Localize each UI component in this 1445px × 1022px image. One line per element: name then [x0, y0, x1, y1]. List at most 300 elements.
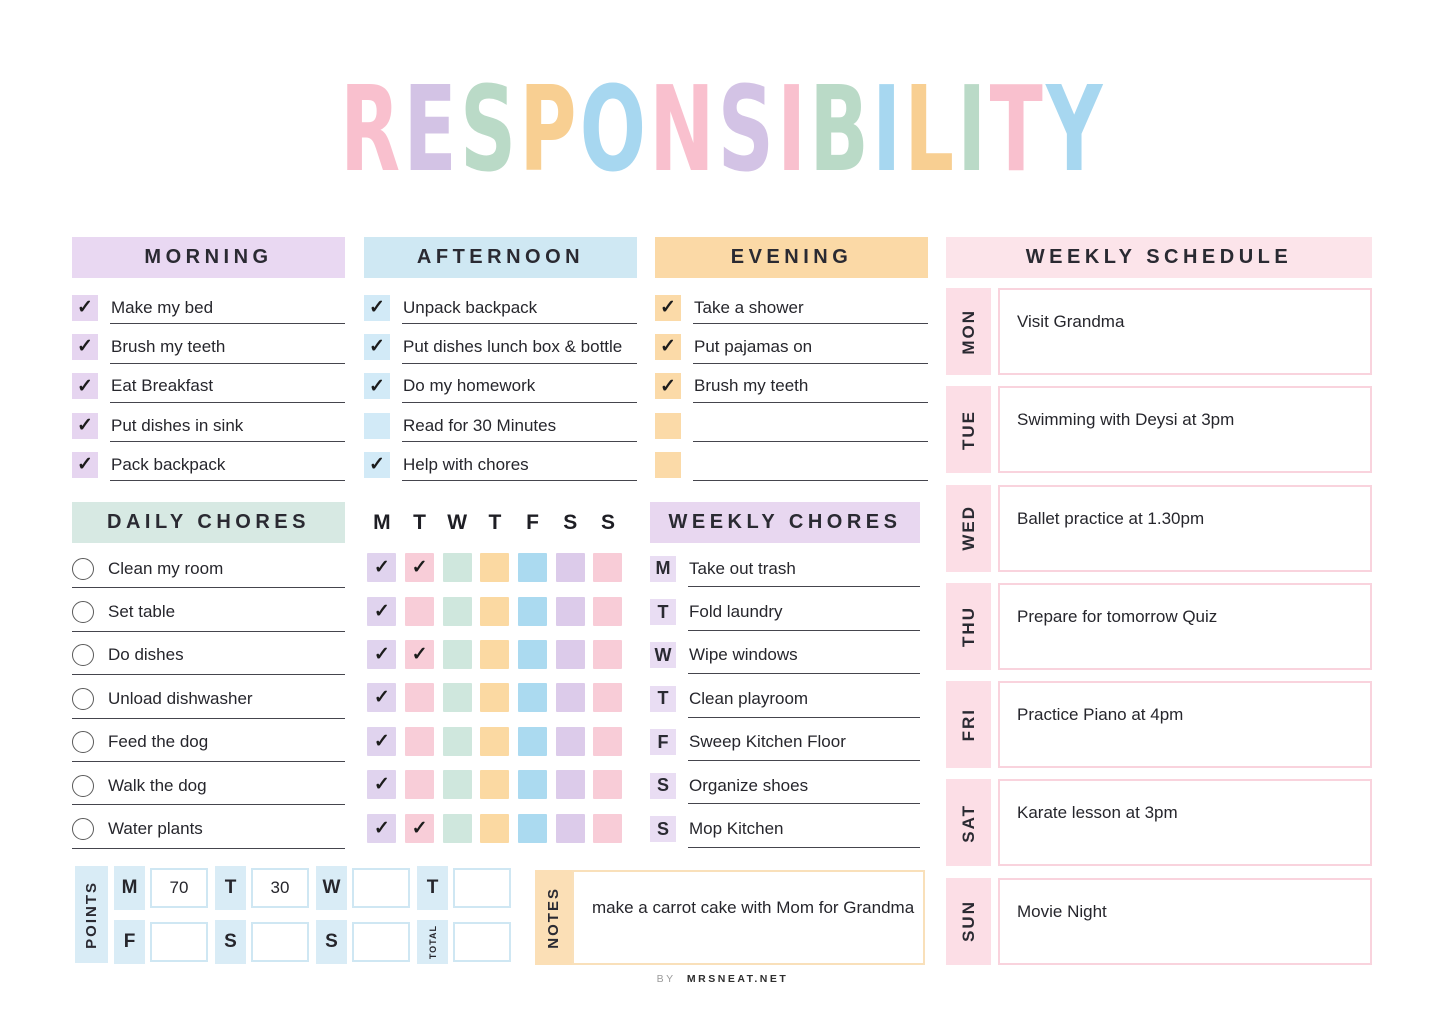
- checklist-row: [655, 327, 928, 366]
- weekly-chores-list: [650, 547, 920, 851]
- grid-cell: [363, 683, 401, 712]
- grid-row: [363, 546, 627, 589]
- grid-cell: [438, 770, 476, 799]
- task-underline: [402, 480, 637, 481]
- checklist-row: [364, 445, 637, 484]
- schedule-row: [946, 878, 1372, 965]
- day-check-square[interactable]: [593, 683, 622, 712]
- weekly-schedule-section: [946, 237, 1372, 976]
- day-check-square[interactable]: [480, 814, 509, 843]
- title-letter: I: [956, 60, 990, 198]
- grid-cell: [514, 683, 552, 712]
- title-letter: I: [871, 60, 904, 198]
- schedule-entry-box[interactable]: Swimming with Deysi at 3pm: [998, 386, 1372, 473]
- grid-cell: [551, 553, 589, 582]
- points-cell-group: [316, 866, 417, 910]
- footer-site: MRSNEAT.NET: [686, 973, 789, 985]
- points-row-1: [114, 866, 518, 910]
- chore-circle-checkbox[interactable]: [72, 731, 94, 753]
- notes-label-chip: [535, 870, 572, 965]
- points-cell-group: [215, 866, 316, 910]
- day-check-square[interactable]: ✓: [405, 814, 434, 843]
- task-checkbox[interactable]: ✓: [655, 373, 681, 399]
- schedule-day-label: SUN: [958, 900, 978, 943]
- weekly-schedule-header: WEEKLY SCHEDULE: [946, 237, 1372, 278]
- grid-cell: [514, 727, 552, 756]
- evening-header: EVENING: [655, 237, 928, 278]
- task-label: Help with chores: [403, 454, 529, 474]
- task-underline: [693, 441, 928, 442]
- grid-cell: [589, 640, 627, 669]
- task-checkbox[interactable]: ✓: [364, 334, 390, 360]
- day-check-square[interactable]: [593, 814, 622, 843]
- task-underline: [402, 402, 637, 403]
- grid-row: [363, 633, 627, 676]
- weekly-chore-underline: [688, 630, 920, 631]
- chore-circle-checkbox[interactable]: [72, 558, 94, 580]
- day-check-square[interactable]: ✓: [367, 640, 396, 669]
- day-check-square[interactable]: ✓: [405, 640, 434, 669]
- task-checkbox[interactable]: ✓: [364, 452, 390, 478]
- title-letter: N: [648, 60, 718, 198]
- day-check-square[interactable]: [480, 597, 509, 626]
- weekly-chore-day: W: [650, 642, 676, 668]
- points-cells: [114, 866, 518, 974]
- checklist-row: [364, 406, 637, 445]
- day-check-square[interactable]: [443, 553, 472, 582]
- weekly-chore-day: T: [650, 686, 676, 712]
- points-value-box[interactable]: 70: [150, 868, 208, 908]
- weekly-chores-section: [650, 502, 920, 851]
- weekly-chore-day: S: [650, 773, 676, 799]
- grid-row: [363, 806, 627, 849]
- chore-underline: [72, 848, 345, 849]
- day-check-square[interactable]: [443, 814, 472, 843]
- weekly-chore-underline: [688, 803, 920, 804]
- task-label: Brush my teeth: [111, 336, 226, 356]
- grid-cell: [551, 727, 589, 756]
- day-check-square[interactable]: [443, 683, 472, 712]
- schedule-day-chip: [946, 681, 991, 768]
- grid-cell: [589, 814, 627, 843]
- day-check-square[interactable]: [518, 640, 547, 669]
- task-label: Make my bed: [111, 297, 214, 317]
- grid-day-header: S: [600, 511, 615, 534]
- day-check-square[interactable]: [443, 727, 472, 756]
- day-check-square[interactable]: ✓: [367, 814, 396, 843]
- daily-chore-row: [72, 807, 345, 850]
- day-check-square[interactable]: [556, 553, 585, 582]
- grid-day-header: T: [413, 511, 426, 534]
- grid-cell: [363, 640, 401, 669]
- grid-cell: [551, 770, 589, 799]
- day-check-square[interactable]: [593, 553, 622, 582]
- task-label: Take a shower: [694, 297, 804, 317]
- grid-cell: [514, 597, 552, 626]
- day-check-square[interactable]: [556, 597, 585, 626]
- points-cell-group: [316, 920, 417, 964]
- task-underline: [110, 363, 345, 364]
- task-checkbox[interactable]: ✓: [364, 295, 390, 321]
- task-checkbox[interactable]: ✓: [72, 334, 98, 360]
- points-cell-group: [114, 866, 215, 910]
- daily-chores-list: [72, 547, 345, 851]
- chore-circle-checkbox[interactable]: [72, 775, 94, 797]
- points-cell-group: [215, 920, 316, 964]
- weekly-chore-underline: [688, 673, 920, 674]
- chore-label: Unload dishwasher: [108, 688, 253, 708]
- grid-cell: [476, 640, 514, 669]
- notes-section: [535, 870, 925, 965]
- schedule-day-chip: [946, 583, 991, 670]
- checklist-row: [72, 288, 345, 327]
- task-underline: [402, 363, 637, 364]
- day-check-square[interactable]: [405, 597, 434, 626]
- week-check-grid: [363, 502, 627, 850]
- chore-circle-checkbox[interactable]: [72, 688, 94, 710]
- schedule-entry-box[interactable]: Visit Grandma: [998, 288, 1372, 375]
- week-grid-day-headers: [363, 502, 627, 546]
- grid-cell: [514, 640, 552, 669]
- checklist-row: [364, 367, 637, 406]
- points-day-label: S: [215, 920, 246, 964]
- chore-label: Clean my room: [108, 558, 224, 578]
- points-value-box[interactable]: [453, 868, 511, 908]
- schedule-row: [946, 485, 1372, 572]
- title-letter: I: [776, 60, 809, 198]
- day-check-square[interactable]: [518, 814, 547, 843]
- schedule-row: [946, 681, 1372, 768]
- points-value-box[interactable]: [251, 922, 309, 962]
- weekly-chore-underline: [688, 717, 920, 718]
- schedule-entry-box[interactable]: Ballet practice at 1.30pm: [998, 485, 1372, 572]
- schedule-entry-box[interactable]: Movie Night: [998, 878, 1372, 965]
- day-check-square[interactable]: [518, 597, 547, 626]
- page-title-letters: [339, 60, 1106, 198]
- daily-chores-section: [72, 502, 345, 851]
- chore-circle-checkbox[interactable]: [72, 644, 94, 666]
- day-check-square[interactable]: ✓: [367, 553, 396, 582]
- grid-cell: [438, 814, 476, 843]
- grid-day-header: S: [563, 511, 578, 534]
- grid-cell: [363, 553, 401, 582]
- title-letter: R: [339, 60, 404, 198]
- grid-row: [363, 676, 627, 719]
- chore-underline: [72, 718, 345, 719]
- notes-input-box[interactable]: make a carrot cake with Mom for Grandma: [572, 870, 925, 965]
- grid-row: [363, 763, 627, 806]
- grid-day-header: M: [373, 511, 391, 534]
- grid-cell: [551, 683, 589, 712]
- task-label: Brush my teeth: [694, 376, 809, 396]
- weekly-chore-day: S: [650, 816, 676, 842]
- task-underline: [693, 363, 928, 364]
- title-letter: L: [903, 60, 957, 198]
- day-check-square[interactable]: [593, 770, 622, 799]
- points-value-box[interactable]: [150, 922, 208, 962]
- grid-row: [363, 720, 627, 763]
- weekly-chore-day: M: [650, 556, 676, 582]
- schedule-row: [946, 779, 1372, 866]
- chore-label: Do dishes: [108, 645, 184, 665]
- grid-cell: [476, 770, 514, 799]
- task-underline: [693, 402, 928, 403]
- schedule-entry-box[interactable]: Karate lesson at 3pm: [998, 779, 1372, 866]
- weekly-chore-label: Take out trash: [689, 558, 796, 578]
- points-value-box[interactable]: [352, 868, 410, 908]
- checklist-row: [72, 406, 345, 445]
- title-letter: O: [579, 60, 649, 198]
- checklist-row: [72, 445, 345, 484]
- weekly-chore-row: [650, 721, 920, 764]
- schedule-day-label: MON: [958, 308, 978, 355]
- task-underline: [110, 480, 345, 481]
- points-row-2: [114, 920, 518, 964]
- chore-circle-checkbox[interactable]: [72, 601, 94, 623]
- checklist-row: [72, 367, 345, 406]
- day-check-square[interactable]: [443, 597, 472, 626]
- grid-cell: [438, 597, 476, 626]
- day-check-square[interactable]: [480, 683, 509, 712]
- day-check-square[interactable]: [518, 553, 547, 582]
- day-check-square[interactable]: [518, 683, 547, 712]
- points-value-box[interactable]: [352, 922, 410, 962]
- chore-underline: [72, 587, 345, 588]
- title-letter: S: [459, 60, 519, 198]
- weekly-chore-underline: [688, 586, 920, 587]
- schedule-day-label: TUE: [958, 409, 978, 450]
- schedule-day-label: SAT: [958, 803, 978, 843]
- task-label: Do my homework: [403, 376, 536, 396]
- day-check-square[interactable]: ✓: [367, 597, 396, 626]
- day-check-square[interactable]: ✓: [367, 727, 396, 756]
- day-check-square[interactable]: [518, 770, 547, 799]
- weekly-chore-label: Organize shoes: [689, 775, 809, 795]
- points-day-label: M: [114, 866, 145, 910]
- task-label: Put pajamas on: [694, 336, 813, 356]
- schedule-row: [946, 583, 1372, 670]
- grid-cell: [363, 814, 401, 843]
- weekly-chore-row: [650, 547, 920, 590]
- grid-day-header: W: [447, 511, 468, 534]
- day-check-square[interactable]: [480, 553, 509, 582]
- daily-chore-row: [72, 590, 345, 633]
- weekly-chore-row: [650, 764, 920, 807]
- day-check-square[interactable]: [443, 640, 472, 669]
- points-day-label: S: [316, 920, 347, 964]
- daily-chore-row: [72, 634, 345, 677]
- day-check-square[interactable]: [405, 683, 434, 712]
- grid-cell: [551, 597, 589, 626]
- grid-cell: [514, 770, 552, 799]
- grid-cell: [363, 770, 401, 799]
- schedule-day-chip: [946, 878, 991, 965]
- weekly-chore-label: Sweep Kitchen Floor: [689, 732, 846, 752]
- task-label: Unpack backpack: [403, 297, 538, 317]
- day-check-square[interactable]: [405, 727, 434, 756]
- day-check-square[interactable]: [518, 727, 547, 756]
- points-day-label: [417, 920, 448, 964]
- day-check-square[interactable]: [556, 770, 585, 799]
- grid-cell: [589, 553, 627, 582]
- schedule-day-chip: [946, 485, 991, 572]
- checklist-row: [72, 327, 345, 366]
- schedule-day-label: FRI: [958, 707, 978, 742]
- grid-cell: [476, 553, 514, 582]
- checklist-row: [655, 406, 928, 445]
- task-underline: [693, 480, 928, 481]
- grid-cell: [401, 553, 439, 582]
- weekly-chores-header: WEEKLY CHORES: [650, 502, 920, 543]
- task-underline: [110, 402, 345, 403]
- grid-cell: [514, 814, 552, 843]
- task-underline: [693, 323, 928, 324]
- weekly-chore-row: [650, 590, 920, 633]
- day-check-square[interactable]: ✓: [367, 683, 396, 712]
- task-label: Put dishes lunch box & bottle: [403, 336, 623, 356]
- points-cell-group: [114, 920, 215, 964]
- morning-header: MORNING: [72, 237, 345, 278]
- daily-chore-row: [72, 677, 345, 720]
- daily-chore-row: [72, 721, 345, 764]
- weekly-chore-row: [650, 634, 920, 677]
- checklist-row: [655, 288, 928, 327]
- weekly-chore-label: Fold laundry: [689, 602, 783, 622]
- points-day-label: F: [114, 920, 145, 964]
- grid-day-header: T: [488, 511, 502, 534]
- afternoon-checklist: [364, 288, 637, 484]
- day-check-square[interactable]: [593, 727, 622, 756]
- points-total-label: TOTAL: [427, 924, 438, 960]
- day-check-square[interactable]: [593, 597, 622, 626]
- title-letter: S: [717, 60, 777, 198]
- day-check-square[interactable]: ✓: [367, 770, 396, 799]
- grid-cell: [589, 683, 627, 712]
- grid-cell: [476, 597, 514, 626]
- schedule-day-chip: [946, 779, 991, 866]
- task-underline: [110, 441, 345, 442]
- day-check-square[interactable]: [556, 727, 585, 756]
- points-label: POINTS: [83, 880, 100, 949]
- day-check-square[interactable]: [556, 640, 585, 669]
- schedule-row: [946, 288, 1372, 375]
- points-section: [75, 866, 518, 974]
- weekly-chore-label: Wipe windows: [689, 645, 798, 665]
- points-label-chip: [75, 866, 108, 963]
- day-check-square[interactable]: [556, 814, 585, 843]
- evening-checklist: [655, 288, 928, 484]
- day-check-square[interactable]: [593, 640, 622, 669]
- weekly-chore-day: T: [650, 599, 676, 625]
- points-day-label: T: [417, 866, 448, 910]
- schedule-day-label: THU: [958, 605, 978, 647]
- page-title: [0, 60, 1445, 198]
- task-checkbox[interactable]: ✓: [72, 373, 98, 399]
- grid-cell: [589, 727, 627, 756]
- day-check-square[interactable]: [443, 770, 472, 799]
- grid-day-header: F: [526, 511, 539, 534]
- schedule-entry-box[interactable]: Prepare for tomorrow Quiz: [998, 583, 1372, 670]
- day-check-square[interactable]: [556, 683, 585, 712]
- grid-cell: [401, 683, 439, 712]
- weekly-chore-underline: [688, 760, 920, 761]
- day-check-square[interactable]: ✓: [405, 553, 434, 582]
- points-cell-group: [417, 866, 518, 910]
- task-label: Read for 30 Minutes: [403, 415, 557, 435]
- evening-section: [655, 237, 928, 484]
- weekly-chore-row: [650, 677, 920, 720]
- task-checkbox[interactable]: [364, 413, 390, 439]
- chore-label: Walk the dog: [108, 775, 207, 795]
- grid-cell: [363, 727, 401, 756]
- grid-cell: [589, 770, 627, 799]
- task-checkbox[interactable]: ✓: [655, 334, 681, 360]
- day-check-square[interactable]: [480, 770, 509, 799]
- grid-cell: [438, 640, 476, 669]
- weekly-chore-day: F: [650, 729, 676, 755]
- grid-cell: [401, 640, 439, 669]
- grid-cell: [476, 683, 514, 712]
- task-checkbox[interactable]: [655, 452, 681, 478]
- chore-label: Water plants: [108, 819, 203, 839]
- checklist-row: [364, 288, 637, 327]
- chore-underline: [72, 674, 345, 675]
- task-checkbox[interactable]: ✓: [72, 413, 98, 439]
- schedule-day-label: WED: [958, 505, 978, 551]
- grid-cell: [438, 553, 476, 582]
- grid-cell: [476, 727, 514, 756]
- title-letter: T: [989, 60, 1046, 198]
- grid-cell: [551, 814, 589, 843]
- task-checkbox[interactable]: ✓: [72, 295, 98, 321]
- title-letter: E: [403, 60, 460, 198]
- task-checkbox[interactable]: [655, 413, 681, 439]
- task-checkbox[interactable]: ✓: [364, 373, 390, 399]
- task-label: Put dishes in sink: [111, 415, 244, 435]
- chore-label: Feed the dog: [108, 732, 209, 752]
- weekly-chore-row: [650, 807, 920, 850]
- task-checkbox[interactable]: ✓: [72, 452, 98, 478]
- task-underline: [110, 323, 345, 324]
- grid-cell: [476, 814, 514, 843]
- title-letter: P: [518, 60, 580, 198]
- grid-cell: [401, 727, 439, 756]
- chore-underline: [72, 761, 345, 762]
- weekly-chore-label: Mop Kitchen: [689, 819, 784, 839]
- points-cell-group: [417, 920, 518, 964]
- day-check-square[interactable]: [480, 727, 509, 756]
- day-check-square[interactable]: [480, 640, 509, 669]
- daily-chore-row: [72, 764, 345, 807]
- grid-row: [363, 589, 627, 632]
- points-value-box[interactable]: [453, 922, 511, 962]
- chore-circle-checkbox[interactable]: [72, 818, 94, 840]
- schedule-row: [946, 386, 1372, 473]
- schedule-entry-box[interactable]: Practice Piano at 4pm: [998, 681, 1372, 768]
- day-check-square[interactable]: [405, 770, 434, 799]
- points-value-box[interactable]: 30: [251, 868, 309, 908]
- grid-cell: [589, 597, 627, 626]
- task-checkbox[interactable]: ✓: [655, 295, 681, 321]
- weekly-chore-underline: [688, 847, 920, 848]
- grid-cell: [551, 640, 589, 669]
- chore-label: Set table: [108, 602, 176, 622]
- weekly-chore-label: Clean playroom: [689, 688, 809, 708]
- grid-cell: [401, 597, 439, 626]
- title-letter: B: [808, 60, 872, 198]
- weekly-schedule-rows: [946, 288, 1372, 965]
- task-underline: [402, 441, 637, 442]
